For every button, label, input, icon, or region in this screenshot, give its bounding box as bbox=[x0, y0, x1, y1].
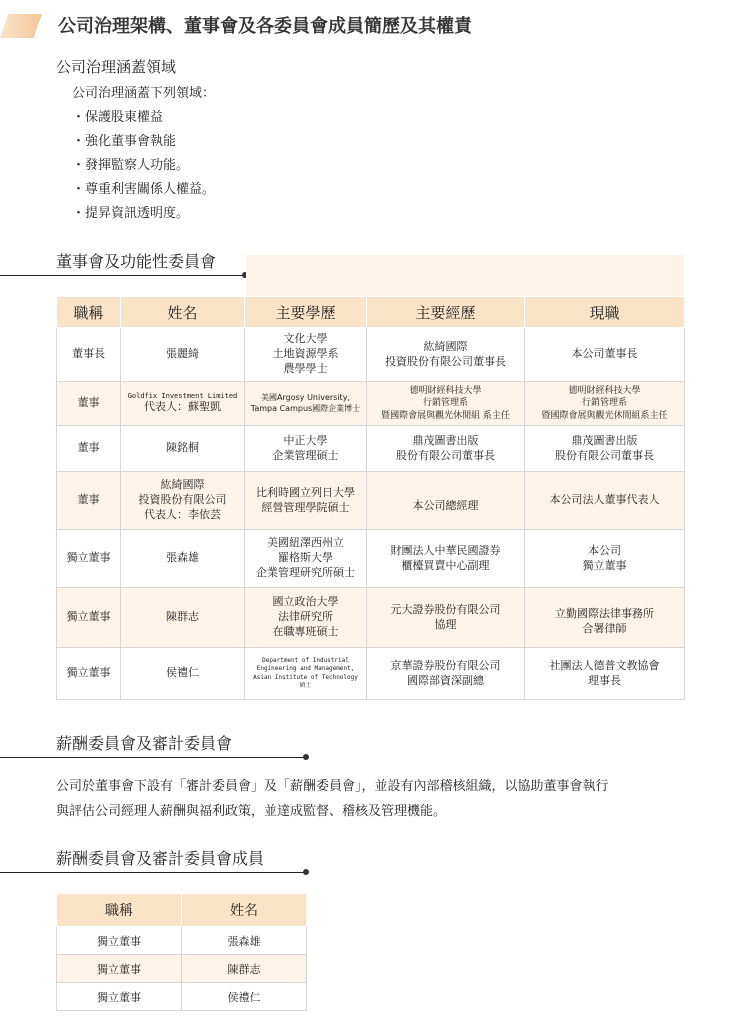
cell-name: 陳群志 bbox=[121, 588, 245, 648]
cell-title: 獨立董事 bbox=[57, 955, 182, 983]
cell-education: 美國紐澤西州立 羅格斯大學 企業管理研究所碩士 bbox=[245, 530, 367, 588]
section-divider bbox=[0, 275, 245, 276]
governance-heading: 公司治理涵蓋領域 bbox=[56, 58, 177, 76]
cell-experience: 紘綺國際 投資股份有限公司董事長 bbox=[367, 328, 525, 382]
table-row bbox=[57, 983, 307, 1011]
governance-item: ・發揮監察人功能。 bbox=[72, 158, 190, 173]
column-header-education: 主要學歷 bbox=[245, 297, 367, 328]
members-table bbox=[56, 893, 307, 1011]
column-header-experience: 主要經歷 bbox=[367, 297, 525, 328]
cell-title: 獨立董事 bbox=[57, 530, 121, 588]
cell-current: 本公司 獨立董事 bbox=[525, 530, 685, 588]
column-header-name: 姓名 bbox=[182, 894, 307, 927]
cell-experience: 京華證券股份有限公司 國際部資深副總 bbox=[367, 648, 525, 700]
governance-item: ・保護股東權益 bbox=[72, 110, 164, 125]
cell-education: 美國Argosy University, Tampa Campus國際企業博士 bbox=[245, 382, 367, 426]
cell-title: 獨立董事 bbox=[57, 983, 182, 1011]
cell-title: 獨立董事 bbox=[57, 588, 121, 648]
cell-current: 德明財經科技大學 行銷管理系 暨國際會展與觀光休閒組系主任 bbox=[525, 382, 685, 426]
cell-name: 侯禮仁 bbox=[182, 983, 307, 1011]
cell-education: 比利時國立列日大學 經營管理學院碩士 bbox=[245, 472, 367, 530]
cell-title: 獨立董事 bbox=[57, 927, 182, 955]
cell-current: 本公司法人董事代表人 bbox=[525, 472, 685, 530]
page-header bbox=[0, 8, 730, 42]
column-header-title: 職稱 bbox=[57, 894, 182, 927]
title-accent-shape bbox=[0, 14, 42, 38]
table-header-band bbox=[246, 255, 684, 296]
board-section-heading: 董事會及功能性委員會 bbox=[56, 252, 217, 271]
cell-education: 中正大學 企業管理碩士 bbox=[245, 426, 367, 472]
cell-education: 國立政治大學 法律研究所 在職專班碩士 bbox=[245, 588, 367, 648]
cell-title: 董事 bbox=[57, 472, 121, 530]
cell-title: 董事 bbox=[57, 426, 121, 472]
column-header-name: 姓名 bbox=[121, 297, 245, 328]
section-divider bbox=[0, 757, 306, 758]
members-section-heading: 薪酬委員會及審計委員會成員 bbox=[56, 849, 265, 868]
committee-paragraph-line1: 公司於董事會下設有「審計委員會」及「薪酬委員會」，並設有內部稽核組織，以協助董事會執行 bbox=[56, 779, 609, 794]
governance-intro: 公司治理涵蓋下列領域： bbox=[72, 86, 216, 101]
board-table bbox=[56, 296, 685, 700]
table-row bbox=[57, 955, 307, 983]
page-title: 公司治理架構、董事會及各委員會成員簡歷及其權責 bbox=[58, 16, 472, 37]
table-row bbox=[57, 472, 685, 530]
cell-name: 紘綺國際 投資股份有限公司 代表人：李依芸 bbox=[121, 472, 245, 530]
cell-education: 文化大學 土地資源學系 農學學士 bbox=[245, 328, 367, 382]
cell-name: 張森雄 bbox=[121, 530, 245, 588]
table-row bbox=[57, 382, 685, 426]
cell-name-company: Goldfix Investment Limited bbox=[127, 391, 238, 400]
cell-name: 侯禮仁 bbox=[121, 648, 245, 700]
cell-experience: 本公司總經理 bbox=[367, 472, 525, 530]
cell-name: 陳群志 bbox=[182, 955, 307, 983]
cell-title: 董事長 bbox=[57, 328, 121, 382]
cell-name: 張森雄 bbox=[182, 927, 307, 955]
governance-item: ・尊重利害關係人權益。 bbox=[72, 182, 216, 197]
cell-current: 本公司董事長 bbox=[525, 328, 685, 382]
table-row bbox=[57, 426, 685, 472]
section-divider-dot bbox=[303, 754, 309, 760]
cell-name: 張麗綺 bbox=[121, 328, 245, 382]
table-row bbox=[57, 927, 307, 955]
cell-name-representative: 代表人：蘇聖凱 bbox=[144, 400, 221, 414]
governance-item: ・強化董事會執能 bbox=[72, 134, 177, 149]
cell-title: 獨立董事 bbox=[57, 648, 121, 700]
cell-current: 立勤國際法律事務所 合署律師 bbox=[525, 588, 685, 648]
committee-paragraph-line2: 與評估公司經理人薪酬與福利政策，並達成監督、稽核及管理機能。 bbox=[56, 804, 447, 819]
section-divider-dot bbox=[303, 869, 309, 875]
cell-name: 陳銘桐 bbox=[121, 426, 245, 472]
members-table-header bbox=[57, 894, 307, 927]
cell-current: 鼎茂圖書出版 股份有限公司董事長 bbox=[525, 426, 685, 472]
table-row bbox=[57, 530, 685, 588]
column-header-title: 職稱 bbox=[57, 297, 121, 328]
committee-section-heading: 薪酬委員會及審計委員會 bbox=[56, 734, 233, 753]
cell-experience: 德明財經科技大學 行銷管理系 暨國際會展與觀光休閒組 系主任 bbox=[367, 382, 525, 426]
cell-title: 董事 bbox=[57, 382, 121, 426]
cell-experience: 財團法人中華民國證券 櫃檯買賣中心副理 bbox=[367, 530, 525, 588]
cell-experience: 元大證券股份有限公司 協理 bbox=[367, 588, 525, 648]
governance-item: ・提昇資訊透明度。 bbox=[72, 206, 190, 221]
cell-education: Department of Industrial Engineering and Management, Asian Institute of Technology 碩士 bbox=[245, 648, 367, 700]
table-row bbox=[57, 648, 685, 700]
column-header-current: 現職 bbox=[525, 297, 685, 328]
table-row bbox=[57, 328, 685, 382]
board-table-header bbox=[57, 297, 685, 328]
section-divider bbox=[0, 872, 306, 873]
table-row bbox=[57, 588, 685, 648]
cell-current: 社團法人德普文教協會 理事長 bbox=[525, 648, 685, 700]
cell-name bbox=[121, 382, 245, 426]
cell-experience: 鼎茂圖書出版 股份有限公司董事長 bbox=[367, 426, 525, 472]
